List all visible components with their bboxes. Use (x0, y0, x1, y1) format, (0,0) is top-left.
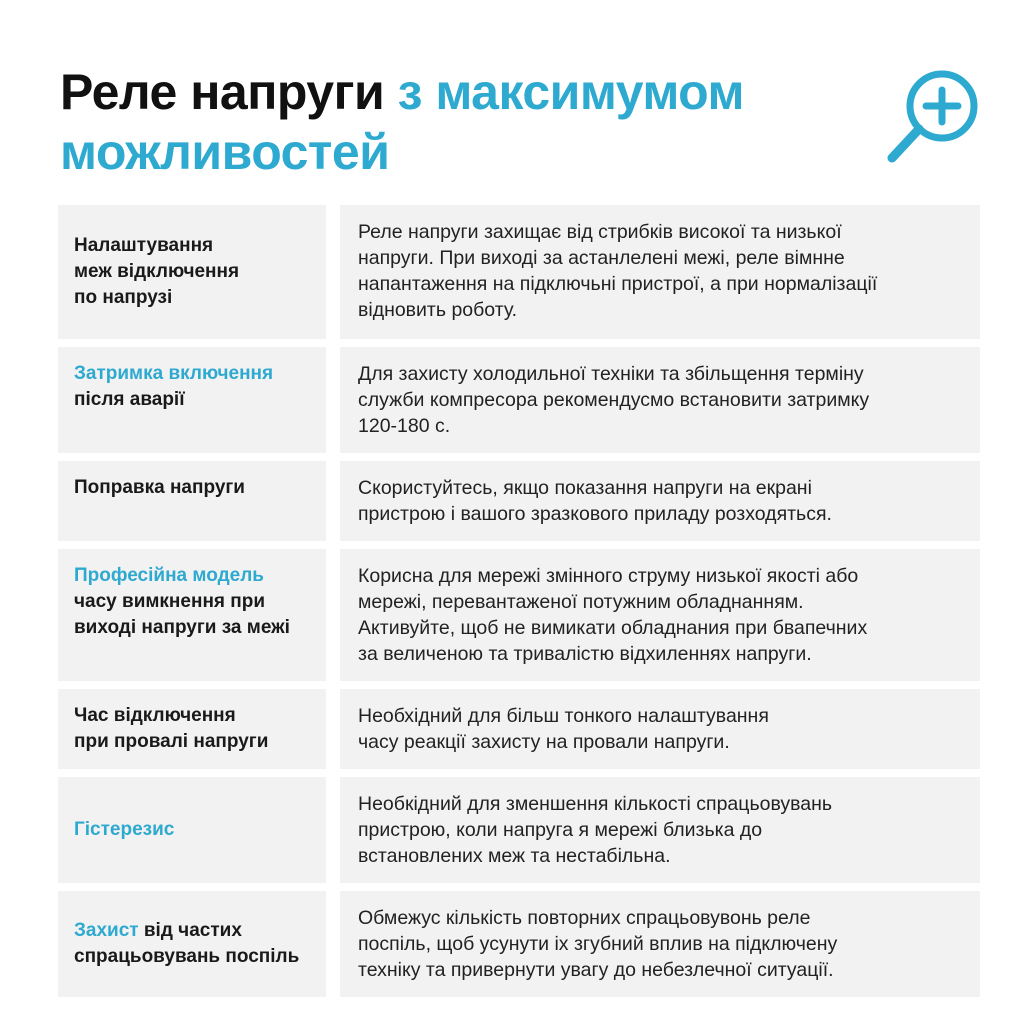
feature-label-line: спрацьовувань поспіль (74, 946, 300, 967)
feature-label (58, 777, 326, 883)
feature-desc-line: мережі, перевантаженої потужним обладнанням. (358, 591, 804, 613)
feature-row (58, 891, 980, 997)
feature-label-line: часу вимкнення при (74, 591, 266, 612)
feature-label-accent: Затримка включення (74, 363, 274, 384)
feature-label-accent: Захист (74, 920, 139, 941)
feature-label (58, 891, 326, 997)
feature-label-line: Час відключення (74, 705, 236, 726)
feature-desc-line: часу реакції захисту на провали напруги. (358, 731, 730, 753)
feature-desc-line: техніку та привернути увагу до небезлечної ситуації. (358, 959, 834, 981)
title-accent-part-2: можливостей (60, 124, 390, 180)
feature-description (340, 347, 980, 453)
feature-row (58, 777, 980, 883)
feature-row (58, 689, 980, 769)
feature-description (340, 205, 980, 339)
feature-label-line: по напрузі (74, 287, 173, 308)
feature-desc-line: Реле напруги захищає від стрибків високої та низької (358, 221, 842, 243)
feature-label (58, 689, 326, 769)
feature-label (58, 347, 326, 453)
feature-desc-line: пристрою, коли напруга я мережі близька до (358, 819, 763, 841)
feature-label-line: Налаштування (74, 235, 214, 256)
feature-row (58, 549, 980, 681)
feature-row (58, 205, 980, 339)
feature-description (340, 461, 980, 541)
zoom-in-icon (880, 66, 984, 170)
feature-row (58, 461, 980, 541)
feature-label-accent: Професійна модель (74, 565, 264, 586)
feature-label (58, 461, 326, 541)
title-dark-part: Реле напруги (60, 64, 398, 120)
feature-label (58, 549, 326, 681)
feature-desc-line: відновить роботу. (358, 299, 518, 321)
feature-desc-line: напруги. При виході за астанлелені межі, реле вімнне (358, 247, 845, 269)
feature-desc-line: напантаження на підключьні пристрої, а при нормалізації (358, 273, 878, 295)
feature-desc-line: Для захисту холодильної техніки та збільщення терміну (358, 363, 864, 385)
feature-desc-line: поспіль, щоб усунути іх згубний вплив на підключену (358, 933, 838, 955)
feature-desc-line: служби компресора рекомендусмо встановити затримку (358, 389, 870, 411)
feature-label (58, 205, 326, 339)
feature-desc-line: Необхідний для більш тонкого налаштування (358, 705, 769, 727)
feature-label-accent: Гістерезис (74, 819, 175, 840)
feature-label-line: після аварії (74, 389, 185, 410)
feature-description (340, 549, 980, 681)
feature-desc-line: пристрою і вашого зразкового приладу розходяться. (358, 503, 832, 525)
feature-label-line: виході напруги за межі (74, 617, 290, 638)
feature-desc-line: Корисна для мережі змінного струму низької якості або (358, 565, 859, 587)
feature-label-line: при провалі напруги (74, 731, 269, 752)
feature-label-line (74, 918, 310, 944)
page-title (60, 62, 860, 182)
feature-label-line: меж відключення (74, 261, 240, 282)
feature-description (340, 891, 980, 997)
feature-desc-line: Необкідний для зменшення кількості спрацьовувань (358, 793, 833, 815)
feature-desc-line: 120-180 с. (358, 415, 451, 437)
features-table (58, 205, 980, 1005)
feature-label-rest: від частих (138, 920, 242, 941)
feature-desc-line: встановлених меж та нестабільна. (358, 845, 671, 867)
feature-description (340, 777, 980, 883)
feature-description (340, 689, 980, 769)
feature-desc-line: Скористуйтесь, якщо показання напруги на екрані (358, 477, 812, 499)
feature-desc-line: Обмежус кількість повторних спрацьовувонь реле (358, 907, 811, 929)
feature-row (58, 347, 980, 453)
feature-label-line: Поправка напруги (74, 477, 245, 498)
feature-desc-line: за величеною та тривалістю відхиленнях напруги. (358, 643, 812, 665)
title-accent-part: з максимумом (397, 64, 745, 120)
feature-desc-line: Активуйте, щоб не вимикати обладнания при бвапечних (358, 617, 868, 639)
